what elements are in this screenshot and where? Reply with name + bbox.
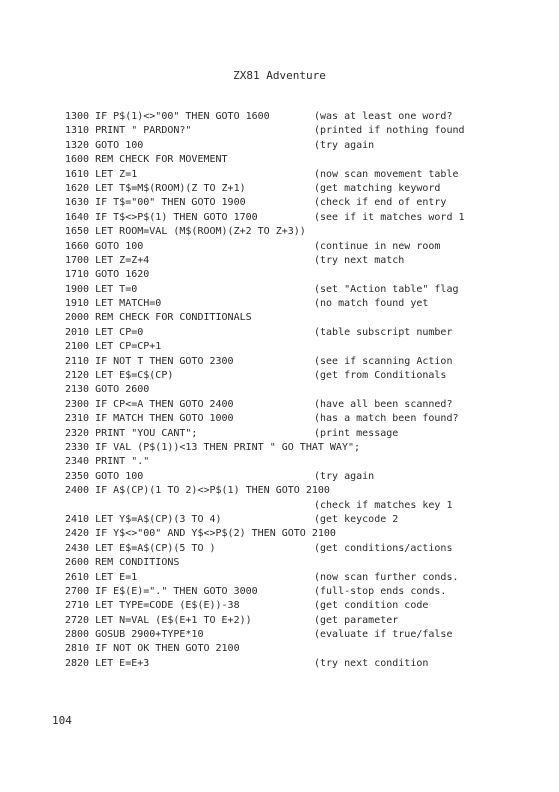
comment-text: (print message — [314, 427, 399, 439]
listing-line — [65, 513, 545, 527]
listing-line — [65, 455, 545, 469]
comment-text: (try next match — [314, 254, 405, 266]
code-text: 2600 REM CONDITIONS — [65, 557, 180, 569]
listing-line — [65, 139, 545, 153]
running-header: ZX81 Adventure — [233, 69, 326, 82]
code-text: 1900 LET T=0 — [65, 283, 138, 295]
listing-line — [65, 657, 545, 671]
comment-text: (now scan further conds. — [314, 571, 459, 583]
comment-text: (get parameter — [314, 614, 399, 626]
comment-text: (evaluate if true/false — [314, 629, 453, 641]
code-text: 2130 GOTO 2600 — [65, 384, 150, 396]
listing-line — [65, 441, 545, 455]
code-text: 2000 REM CHECK FOR CONDITIONALS — [65, 312, 252, 324]
listing-line — [65, 427, 545, 441]
code-text: 2410 LET Y$=A$(CP)(3 TO 4) — [65, 513, 222, 525]
comment-text: (was at least one word? — [314, 111, 453, 122]
comment-text: (no match found yet — [314, 298, 429, 310]
code-text: 1640 IF T$<>P$(1) THEN GOTO 1700 — [65, 211, 258, 223]
comment-text: (get keycode 2 — [314, 513, 399, 525]
page-number: 104 — [52, 714, 72, 727]
listing-line — [65, 398, 545, 412]
listing-line — [65, 110, 545, 124]
comment-text: (has a match been found? — [314, 413, 459, 425]
code-text: 1710 GOTO 1620 — [65, 269, 150, 281]
code-text: 2320 PRINT "YOU CANT"; — [65, 427, 198, 439]
listing-line — [65, 642, 545, 656]
program-listing — [65, 110, 545, 671]
code-text: 2800 GOSUB 2900+TYPE*10 — [65, 629, 204, 641]
code-text: 2820 LET E=E+3 — [65, 657, 150, 669]
comment-text: (table subscript number — [314, 326, 453, 338]
code-text: 1630 IF T$="00" THEN GOTO 1900 — [65, 197, 246, 209]
code-text: 2430 LET E$=A$(CP)(5 TO ) — [65, 542, 216, 554]
comment-text: (get from Conditionals — [314, 370, 447, 382]
code-text: 1610 LET Z=1 — [65, 168, 138, 180]
code-text: 2110 IF NOT T THEN GOTO 2300 — [65, 355, 234, 367]
comment-text: (see if it matches word 1 — [314, 211, 465, 223]
comment-text: (try again — [314, 139, 375, 151]
comment-text: (try again — [314, 470, 375, 482]
listing-line — [65, 599, 545, 613]
code-text: 2720 LET N=VAL (E$(E+1 TO E+2)) — [65, 614, 252, 626]
comment-text: (get matching keyword — [314, 182, 441, 194]
listing-line — [65, 124, 545, 138]
listing-line — [65, 254, 545, 268]
listing-line — [65, 153, 545, 167]
comment-text: (printed if nothing found — [314, 125, 465, 137]
comment-text: (try next condition — [314, 657, 429, 669]
code-text: 2400 IF A$(CP)(1 TO 2)<>P$(1) THEN GOTO 2100 — [65, 485, 330, 497]
comment-text: (check if matches key 1 — [314, 499, 453, 511]
listing-line — [65, 211, 545, 225]
code-text: 1650 LET ROOM=VAL (M$(ROOM)(Z+2 TO Z+3)) — [65, 226, 306, 238]
code-text: 2710 LET TYPE=CODE (E$(E))-38 — [65, 600, 240, 612]
listing-line — [65, 369, 545, 383]
listing-line — [65, 182, 545, 196]
listing-line — [65, 355, 545, 369]
code-text: 1620 LET T$=M$(ROOM)(Z TO Z+1) — [65, 182, 246, 194]
code-text: 1300 IF P$(1)<>"00" THEN GOTO 1600 — [65, 111, 270, 122]
listing-line — [65, 326, 545, 340]
comment-text: (have all been scanned? — [314, 398, 453, 410]
code-text: 1700 LET Z=Z+4 — [65, 254, 150, 266]
listing-line — [65, 585, 545, 599]
listing-line — [65, 527, 545, 541]
listing-line — [65, 614, 545, 628]
listing-line — [65, 196, 545, 210]
code-text: 1310 PRINT " PARDON?" — [65, 125, 192, 137]
code-text: 2610 LET E=1 — [65, 571, 138, 583]
code-text: 1600 REM CHECK FOR MOVEMENT — [65, 154, 228, 166]
comment-text: (check if end of entry — [314, 197, 447, 209]
code-text: 2810 IF NOT OK THEN GOTO 2100 — [65, 643, 240, 655]
code-text: 2300 IF CP<=A THEN GOTO 2400 — [65, 398, 234, 410]
listing-line — [65, 383, 545, 397]
code-text: 2340 PRINT "." — [65, 456, 150, 468]
code-text: 1660 GOTO 100 — [65, 240, 144, 252]
listing-line — [65, 311, 545, 325]
listing-line — [65, 240, 545, 254]
code-text: 2700 IF E$(E)="." THEN GOTO 3000 — [65, 585, 258, 597]
comment-text: (get condition code — [314, 600, 429, 612]
listing-line — [65, 340, 545, 354]
comment-text: (see if scanning Action — [314, 355, 453, 367]
code-text: 2350 GOTO 100 — [65, 470, 144, 482]
code-text: 2310 IF MATCH THEN GOTO 1000 — [65, 413, 234, 425]
comment-text: (set "Action table" flag — [314, 283, 459, 295]
listing-line — [65, 297, 545, 311]
code-text: 1910 LET MATCH=0 — [65, 298, 162, 310]
listing-line — [65, 571, 545, 585]
code-text: 2120 LET E$=C$(CP) — [65, 370, 174, 382]
comment-text: (now scan movement table — [314, 168, 459, 180]
listing-line — [65, 225, 545, 239]
listing-line — [65, 168, 545, 182]
listing-line — [65, 268, 545, 282]
listing-line — [65, 412, 545, 426]
listing-line — [65, 499, 545, 513]
code-text: 2010 LET CP=0 — [65, 326, 144, 338]
code-text: 2420 IF Y$<>"00" AND Y$<>P$(2) THEN GOTO 2100 — [65, 528, 336, 540]
code-text: 2330 IF VAL (P$(1))<13 THEN PRINT " GO THAT WAY"; — [65, 441, 361, 453]
listing-line — [65, 484, 545, 498]
comment-text: (continue in new room — [314, 240, 441, 252]
listing-line — [65, 542, 545, 556]
code-text: 2100 LET CP=CP+1 — [65, 341, 162, 353]
listing-line — [65, 628, 545, 642]
listing-line — [65, 556, 545, 570]
code-text: 1320 GOTO 100 — [65, 139, 144, 151]
comment-text: (full-stop ends conds. — [314, 585, 447, 597]
listing-line — [65, 283, 545, 297]
comment-text: (get conditions/actions — [314, 542, 453, 554]
listing-line — [65, 470, 545, 484]
